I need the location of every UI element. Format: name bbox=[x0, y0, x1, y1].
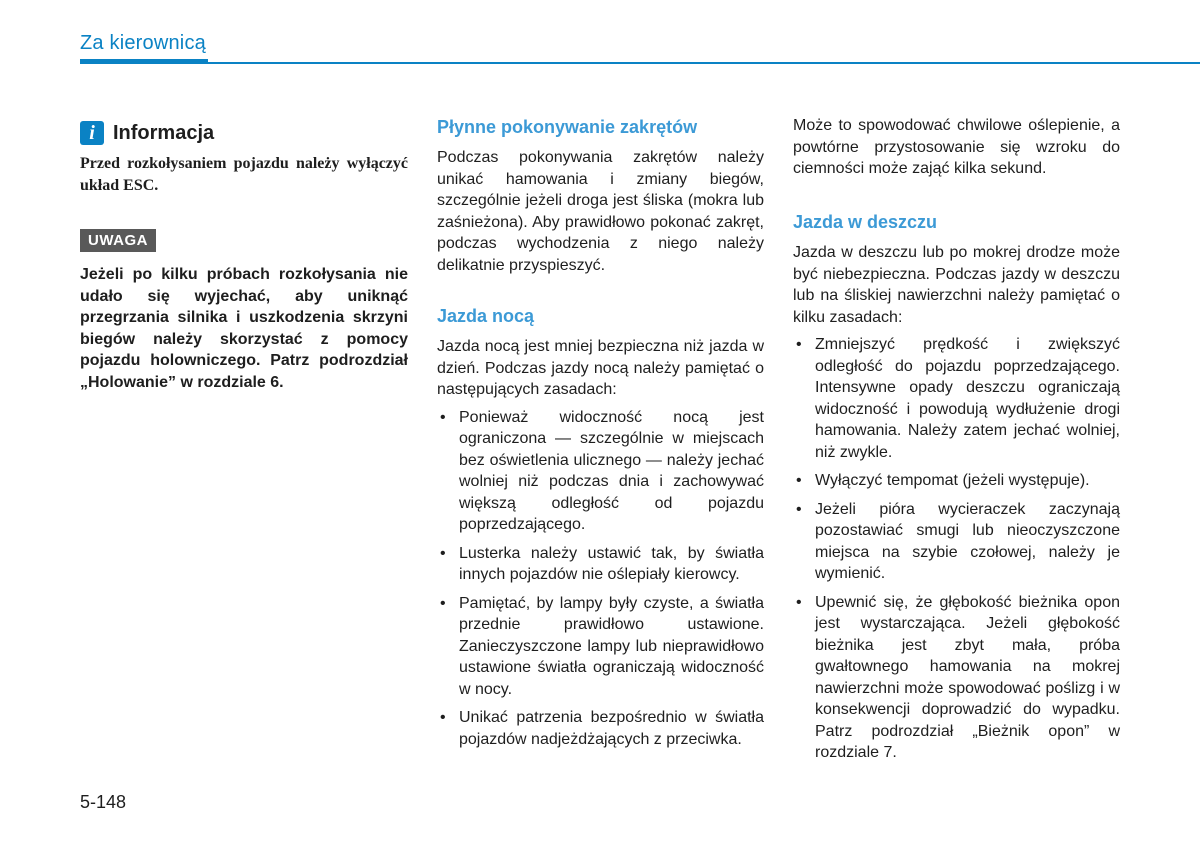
warning-badge: UWAGA bbox=[80, 229, 156, 252]
list-item: • Pamiętać, by lampy były czyste, a światła przednie prawidłowo ustawione. Zanieczyszczone lampy lub nieprawidłowo ustawione światła ograniczają widoczność w nocy. bbox=[437, 593, 764, 701]
info-text: Przed rozkołysaniem pojazdu należy wyłączyć układ ESC. bbox=[80, 155, 408, 194]
paragraph-curves: Podczas pokonywania zakrętów należy unikać hamowania i zmiany biegów, szczególnie jeżeli droga jest śliska (mokra lub zaśnieżona). Aby prawidłowo pokonać zakręt, podczas wychodzenia z niego należy delikatnie przyspieszyć. bbox=[437, 149, 764, 274]
info-icon: i bbox=[80, 121, 104, 145]
list-item: • Jeżeli pióra wycieraczek zaczynają pozostawiać smugi lub nieoczyszczone miejsca na szybie czołowej, należy je wymienić. bbox=[793, 499, 1120, 585]
rain-bullet-list bbox=[793, 334, 1120, 764]
warning-text: Jeżeli po kilku próbach rozkołysania nie udało się wyjechać, aby uniknąć przegrzania silnika i uszkodzenia skrzyni biegów należy skorzystać z pomocy pojazdu holowniczego. Patrz podrozdział „Holowanie” w rozdziale 6. bbox=[80, 266, 408, 391]
section-title-curves: Płynne pokonywanie zakrętów bbox=[437, 117, 698, 137]
section-title-rain: Jazda w deszczu bbox=[793, 212, 938, 232]
column-middle bbox=[437, 115, 764, 750]
header-rule bbox=[80, 62, 1200, 64]
list-item: • Ponieważ widoczność nocą jest ograniczona — szczególnie w miejscach bez oświetlenia ulicznego — należy jechać wolniej niż podczas dnia i zachowywać większą odległość od pojazdu poprzedzającego. bbox=[437, 407, 764, 536]
list-item: • Lusterka należy ustawić tak, by światła innych pojazdów nie oślepiały kierowcy. bbox=[437, 543, 764, 586]
header-rule-accent bbox=[80, 59, 208, 64]
list-item: • Wyłączyć tempomat (jeżeli występuje). bbox=[793, 470, 1120, 492]
paragraph-rain-intro: Jazda w deszczu lub po mokrej drodze może być niebezpieczna. Podczas jazdy w deszczu lub na śliskiej nawierzchni należy pamiętać o kilku zasadach: bbox=[793, 244, 1120, 326]
night-bullet-list bbox=[437, 407, 764, 751]
column-right-continuation bbox=[793, 115, 1120, 180]
section-title-night: Jazda nocą bbox=[437, 306, 535, 326]
info-heading bbox=[80, 121, 408, 145]
page-number: 5-148 bbox=[80, 792, 127, 812]
paragraph-night-continued: Może to spowodować chwilowe oślepienie, a powtórne przystosowanie się wzroku do ciemności może zająć kilka sekund. bbox=[793, 117, 1120, 177]
column-left bbox=[80, 115, 408, 393]
list-item: • Upewnić się, że głębokość bieżnika opon jest wystarczająca. Jeżeli głębokość bieżnika jest zbyt mała, próba gwałtownego hamowania na mokrej nawierzchni może spowodować poślizg i w konsekwencji doprowadzić do wypadku. Patrz podrozdział „Bieżnik opon” w rozdziale 7. bbox=[793, 592, 1120, 764]
info-title: Informacja bbox=[113, 121, 215, 144]
column-right bbox=[793, 210, 1120, 771]
paragraph-night-intro: Jazda nocą jest mniej bezpieczna niż jazda w dzień. Podczas jazdy nocą należy pamiętać o następujących zasadach: bbox=[437, 338, 764, 398]
list-item: • Zmniejszyć prędkość i zwiększyć odległość do pojazdu poprzedzającego. Intensywne opady deszczu ograniczają widoczność i powodują wydłużenie drogi hamowania. Należy zatem jechać wolniej, niż zwykle. bbox=[793, 334, 1120, 463]
page-header-title: Za kierownicą bbox=[80, 32, 206, 54]
list-item: • Unikać patrzenia bezpośrednio w światła pojazdów nadjeżdżających z przeciwka. bbox=[437, 707, 764, 750]
